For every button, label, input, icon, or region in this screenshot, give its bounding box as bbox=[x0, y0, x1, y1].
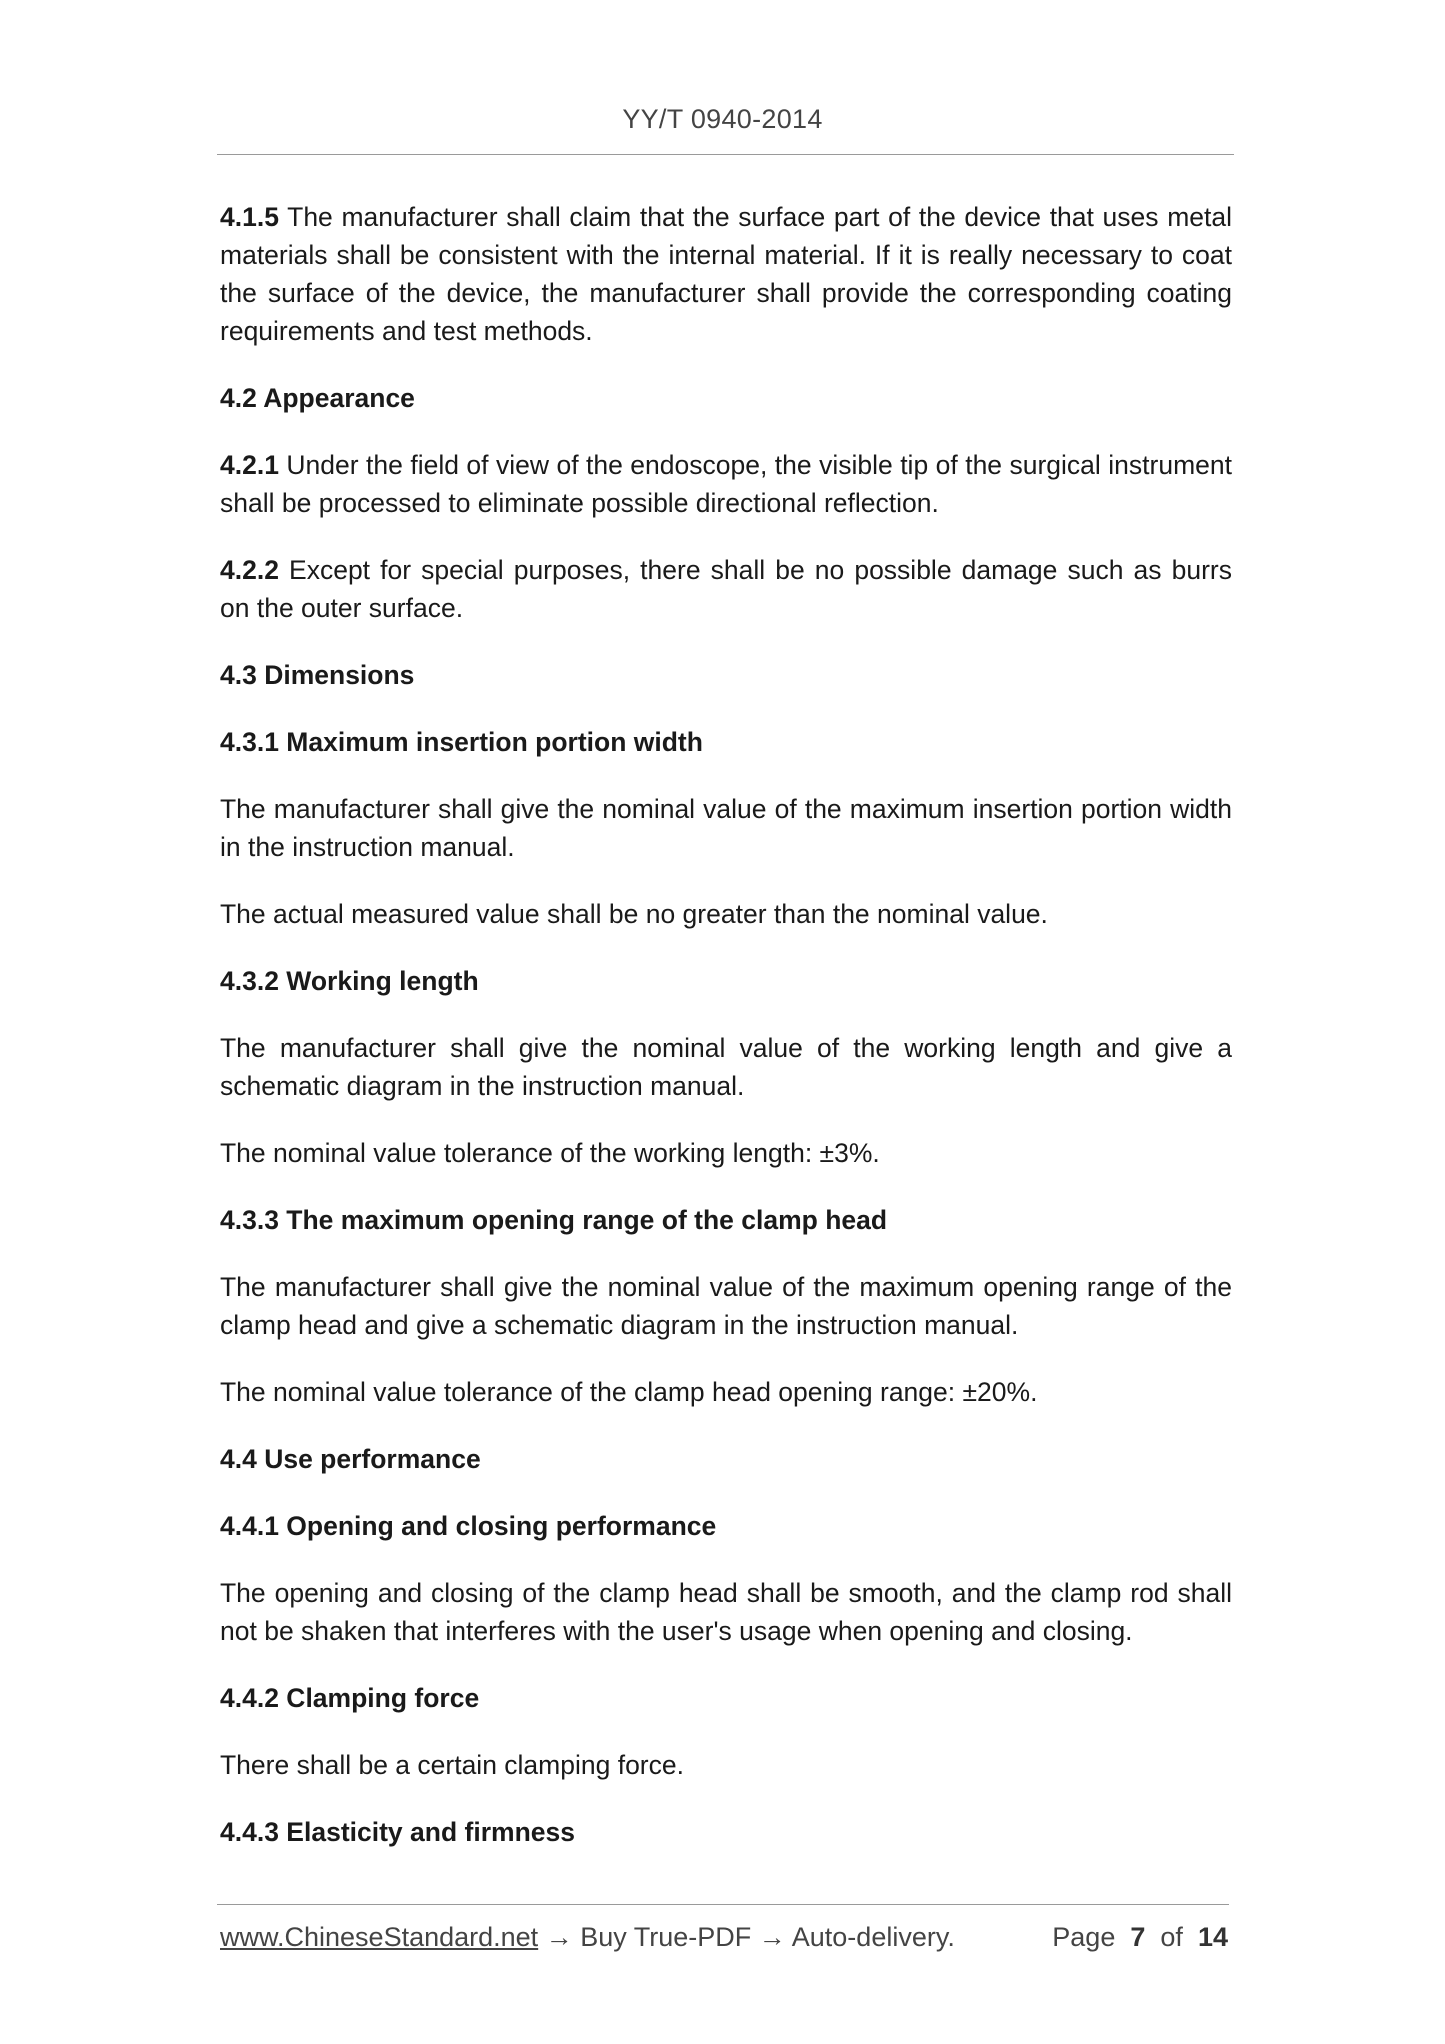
clause-text: Under the field of view of the endoscope, the visible tip of the surgical instrument shall be processed to eliminate possible directional reflection. bbox=[220, 450, 1232, 518]
paragraph-4-3-2-b: The nominal value tolerance of the working length: ±3%. bbox=[220, 1138, 880, 1168]
delivery-text: Auto-delivery. bbox=[791, 1922, 955, 1952]
clause-text: Except for special purposes, there shall be no possible damage such as burrs on the outer surface. bbox=[220, 555, 1232, 623]
arrow-icon: → bbox=[751, 1922, 792, 1952]
clause-4-1-5 bbox=[220, 198, 1232, 350]
page-label: Page bbox=[1052, 1922, 1116, 1952]
page-indicator bbox=[1052, 1922, 1228, 1953]
of-label: of bbox=[1160, 1922, 1183, 1952]
heading-4-4: 4.4 Use performance bbox=[220, 1444, 481, 1474]
document-code-header: YY/T 0940-2014 bbox=[622, 104, 823, 134]
footer-promo bbox=[220, 1922, 955, 1953]
heading-4-4-3: 4.4.3 Elasticity and firmness bbox=[220, 1817, 575, 1847]
clause-4-2-1 bbox=[220, 446, 1232, 522]
buy-text: Buy True-PDF bbox=[580, 1922, 752, 1952]
heading-4-3-1: 4.3.1 Maximum insertion portion width bbox=[220, 727, 703, 757]
arrow-icon: → bbox=[538, 1922, 581, 1952]
clause-text: The manufacturer shall claim that the surface part of the device that uses metal materials shall be consistent with the internal material. If it is really necessary to coat the surface of the device, the manufacturer shall provide the corresponding coating requirements and test methods. bbox=[220, 202, 1232, 346]
document-body bbox=[220, 198, 1232, 1880]
heading-4-3-3: 4.3.3 The maximum opening range of the clamp head bbox=[220, 1205, 888, 1235]
website-link[interactable]: www.ChineseStandard.net bbox=[220, 1922, 539, 1952]
header-divider bbox=[217, 154, 1234, 155]
paragraph-4-3-1-a: The manufacturer shall give the nominal value of the maximum insertion portion width in the instruction manual. bbox=[220, 794, 1232, 862]
clause-number: 4.1.5 bbox=[220, 202, 279, 232]
heading-4-4-2: 4.4.2 Clamping force bbox=[220, 1683, 480, 1713]
heading-4-3-2: 4.3.2 Working length bbox=[220, 966, 479, 996]
paragraph-4-4-2: There shall be a certain clamping force. bbox=[220, 1750, 684, 1780]
paragraph-4-3-2-a: The manufacturer shall give the nominal value of the working length and give a schematic diagram in the instruction manual. bbox=[220, 1033, 1232, 1101]
heading-4-4-1: 4.4.1 Opening and closing performance bbox=[220, 1511, 717, 1541]
clause-number: 4.2.1 bbox=[220, 450, 279, 480]
paragraph-4-3-3-a: The manufacturer shall give the nominal value of the maximum opening range of the clamp head and give a schematic diagram in the instruction manual. bbox=[220, 1272, 1232, 1340]
current-page-number: 7 bbox=[1130, 1922, 1146, 1952]
heading-4-3: 4.3 Dimensions bbox=[220, 660, 415, 690]
paragraph-4-3-3-b: The nominal value tolerance of the clamp head opening range: ±20%. bbox=[220, 1377, 1038, 1407]
paragraph-4-4-1: The opening and closing of the clamp head shall be smooth, and the clamp rod shall not be shaken that interferes with the user's usage when opening and closing. bbox=[220, 1578, 1232, 1646]
heading-4-2: 4.2 Appearance bbox=[220, 383, 415, 413]
clause-4-2-2 bbox=[220, 551, 1232, 627]
paragraph-4-3-1-b: The actual measured value shall be no greater than the nominal value. bbox=[220, 899, 1048, 929]
clause-number: 4.2.2 bbox=[220, 555, 279, 585]
footer-divider bbox=[217, 1904, 1229, 1905]
total-pages-number: 14 bbox=[1197, 1922, 1228, 1952]
